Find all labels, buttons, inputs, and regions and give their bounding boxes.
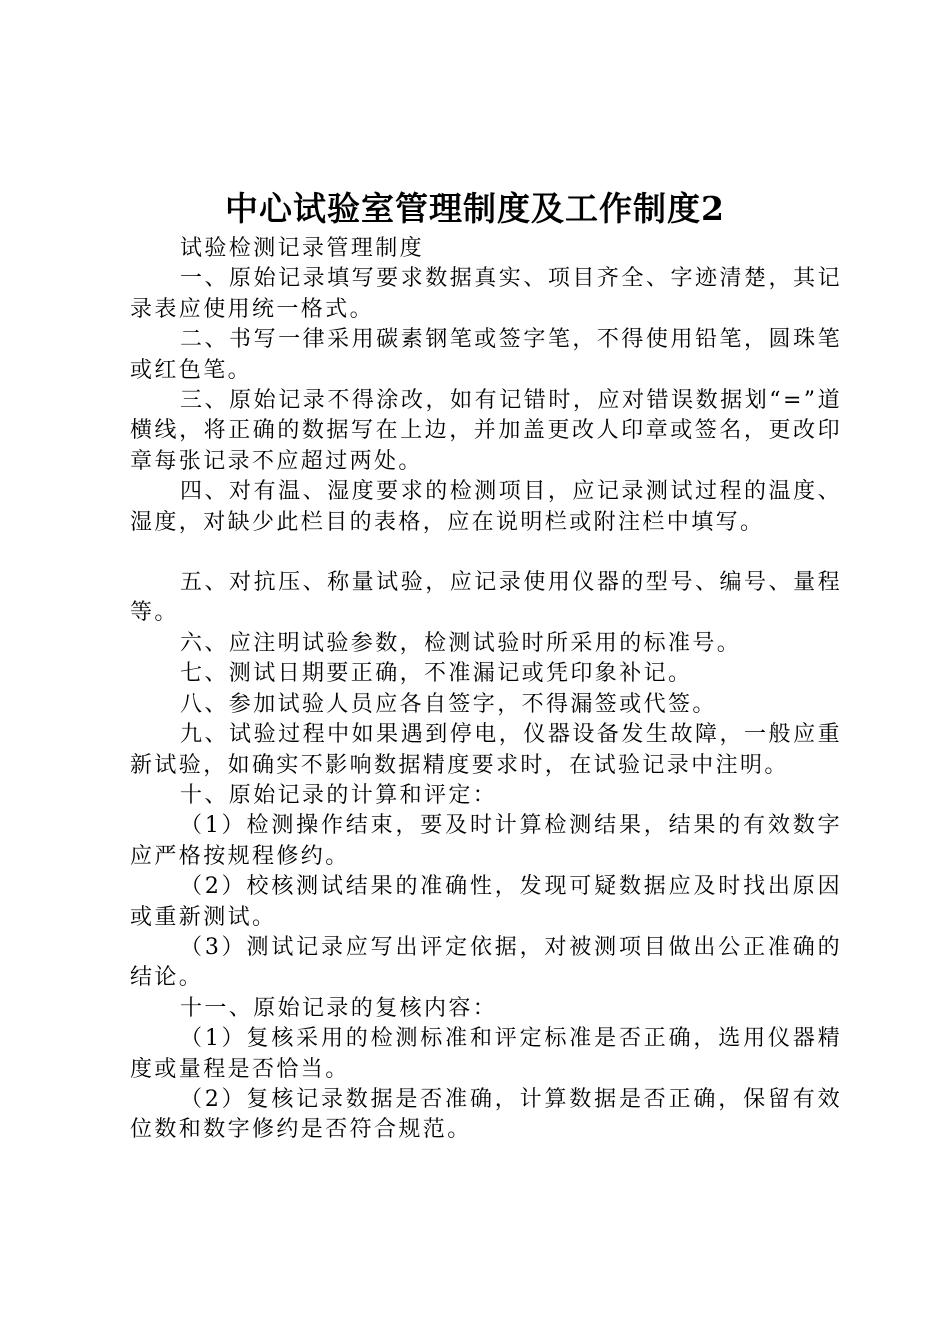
document-title: 中心试验室管理制度及工作制度2 [225, 189, 725, 228]
document-body [130, 234, 842, 1146]
sub-item-10-1: （1）检测操作结束，要及时计算检测结果，结果的有效数字应严格按规程修约。 [130, 813, 842, 869]
rule-paragraph-5: 五、对抗压、称量试验，应记录使用仪器的型号、编号、量程等。 [130, 570, 842, 626]
sub-item-11-1: （1）复核采用的检测标准和评定标准是否正确，选用仪器精度或量程是否恰当。 [130, 1026, 842, 1082]
rule-paragraph-1: 一、原始记录填写要求数据真实、项目齐全、字迹清楚，其记录表应使用统一格式。 [130, 266, 842, 322]
rule-paragraph-9: 九、试验过程中如果遇到停电，仪器设备发生故障，一般应重新试验，如确实不影响数据精度要求时，在试验记录中注明。 [130, 722, 842, 778]
sub-item-10-3: （3）测试记录应写出评定依据，对被测项目做出公正准确的结论。 [130, 934, 842, 991]
rule-paragraph-3: 三、原始记录不得涂改，如有记错时，应对错误数据划“=”道横线，将正确的数据写在上边，并加盖更改人印章或签名，更改印章每张记录不应超过两处。 [130, 388, 842, 474]
sub-item-10-2: （2）校核测试结果的准确性，发现可疑数据应及时找出原因或重新测试。 [130, 874, 842, 930]
rule-paragraph-11: 十一、原始记录的复核内容： [180, 995, 498, 1021]
rule-paragraph-10: 十、原始记录的计算和评定： [180, 782, 498, 808]
sub-item-11-2: （2）复核记录数据是否准确，计算数据是否正确，保留有效位数和数字修约是否符合规范。 [130, 1086, 842, 1143]
rule-paragraph-6: 六、应注明试验参数，检测试验时所采用的标准号。 [180, 630, 742, 656]
rule-paragraph-2: 二、书写一律采用碳素钢笔或签字笔，不得使用铅笔，圆珠笔或红色笔。 [130, 327, 842, 383]
section-heading: 试验检测记录管理制度 [180, 236, 425, 261]
rule-paragraph-8: 八、参加试验人员应各自签字，不得漏签或代签。 [180, 691, 717, 717]
rule-paragraph-4: 四、对有温、湿度要求的检测项目，应记录测试过程的温度、湿度，对缺少此栏目的表格，应在说明栏或附注栏中填写。 [130, 479, 842, 535]
rule-paragraph-7: 七、测试日期要正确，不准漏记或凭印象补记。 [180, 661, 693, 687]
